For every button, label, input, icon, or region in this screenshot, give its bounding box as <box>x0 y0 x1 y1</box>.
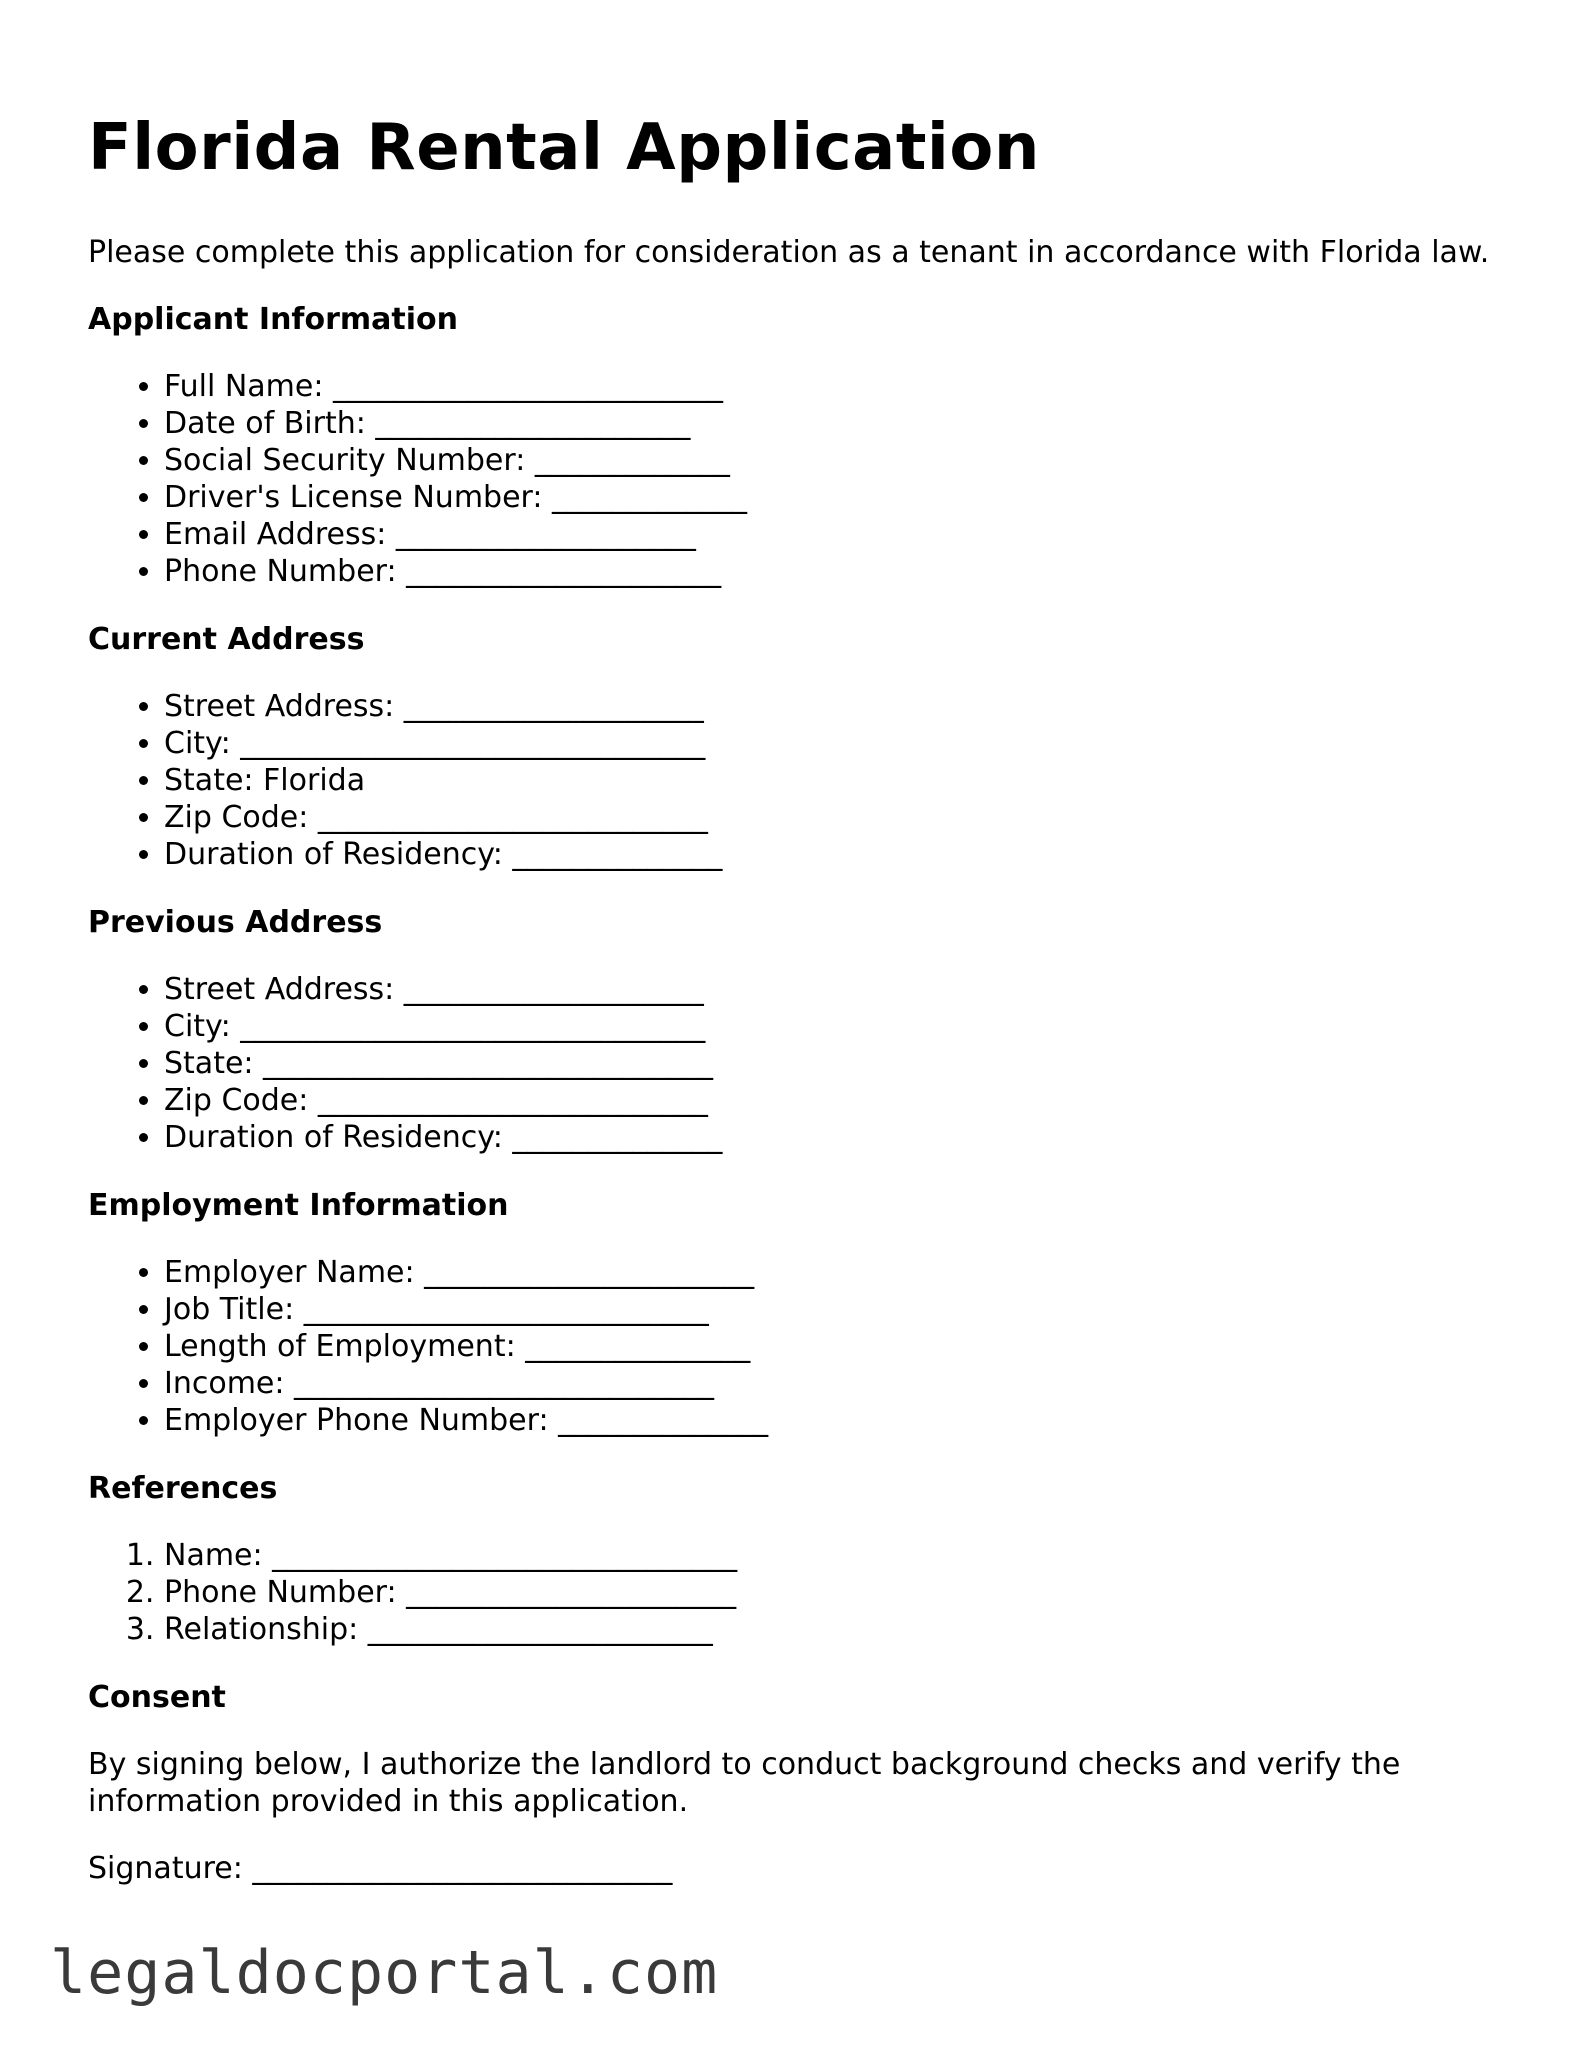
list-item-drivers-license: • Driver's License Number: _____________ <box>164 479 1508 516</box>
list-item-city: • City: _______________________________ <box>164 725 1508 762</box>
watermark: legaldocportal.com <box>50 1938 719 2008</box>
previous-address-list <box>88 971 1508 1156</box>
list-item-email: • Email Address: ____________________ <box>164 516 1508 553</box>
applicant-list <box>88 368 1508 590</box>
document-page <box>88 108 1508 1887</box>
list-item-zip: • Zip Code: __________________________ <box>164 799 1508 836</box>
list-item-job-title: • Job Title: ___________________________ <box>164 1291 1508 1328</box>
list-item-state: • State: ______________________________ <box>164 1045 1508 1082</box>
list-item-length-of-employment: • Length of Employment: _______________ <box>164 1328 1508 1365</box>
list-item-date-of-birth: • Date of Birth: _____________________ <box>164 405 1508 442</box>
list-item-reference-name: 1. Name: _______________________________ <box>164 1537 1508 1574</box>
consent-heading: Consent <box>88 1680 226 1715</box>
list-item-full-name: • Full Name: __________________________ <box>164 368 1508 405</box>
references-heading: References <box>88 1471 278 1506</box>
applicant-heading: Applicant Information <box>88 302 458 337</box>
signature-line: Signature: ____________________________ <box>88 1851 673 1886</box>
previous-address-heading: Previous Address <box>88 905 383 940</box>
intro-text: Please complete this application for consideration as a tenant in accordance with Florida law. <box>88 235 1490 270</box>
list-item-ssn: • Social Security Number: _____________ <box>164 442 1508 479</box>
list-item-phone: • Phone Number: _____________________ <box>164 553 1508 590</box>
list-item-employer-phone: • Employer Phone Number: ______________ <box>164 1402 1508 1439</box>
list-item-city: • City: _______________________________ <box>164 1008 1508 1045</box>
list-item-duration: • Duration of Residency: ______________ <box>164 836 1508 873</box>
references-list <box>88 1537 1508 1648</box>
list-item-duration: • Duration of Residency: ______________ <box>164 1119 1508 1156</box>
list-item-income: • Income: ____________________________ <box>164 1365 1508 1402</box>
list-item-reference-phone: 2. Phone Number: ______________________ <box>164 1574 1508 1611</box>
page-title: Florida Rental Application <box>88 111 1040 185</box>
employment-heading: Employment Information <box>88 1188 509 1223</box>
list-item-reference-relationship: 3. Relationship: _______________________ <box>164 1611 1508 1648</box>
employment-list <box>88 1254 1508 1439</box>
list-item-employer-name: • Employer Name: ______________________ <box>164 1254 1508 1291</box>
list-item-street: • Street Address: ____________________ <box>164 688 1508 725</box>
list-item-street: • Street Address: ____________________ <box>164 971 1508 1008</box>
consent-text: By signing below, I authorize the landlord to conduct background checks and verify the information provided in this application. <box>88 1747 1401 1819</box>
list-item-state: • State: Florida <box>164 762 1508 799</box>
current-address-list <box>88 688 1508 873</box>
current-address-heading: Current Address <box>88 622 365 657</box>
list-item-zip: • Zip Code: __________________________ <box>164 1082 1508 1119</box>
